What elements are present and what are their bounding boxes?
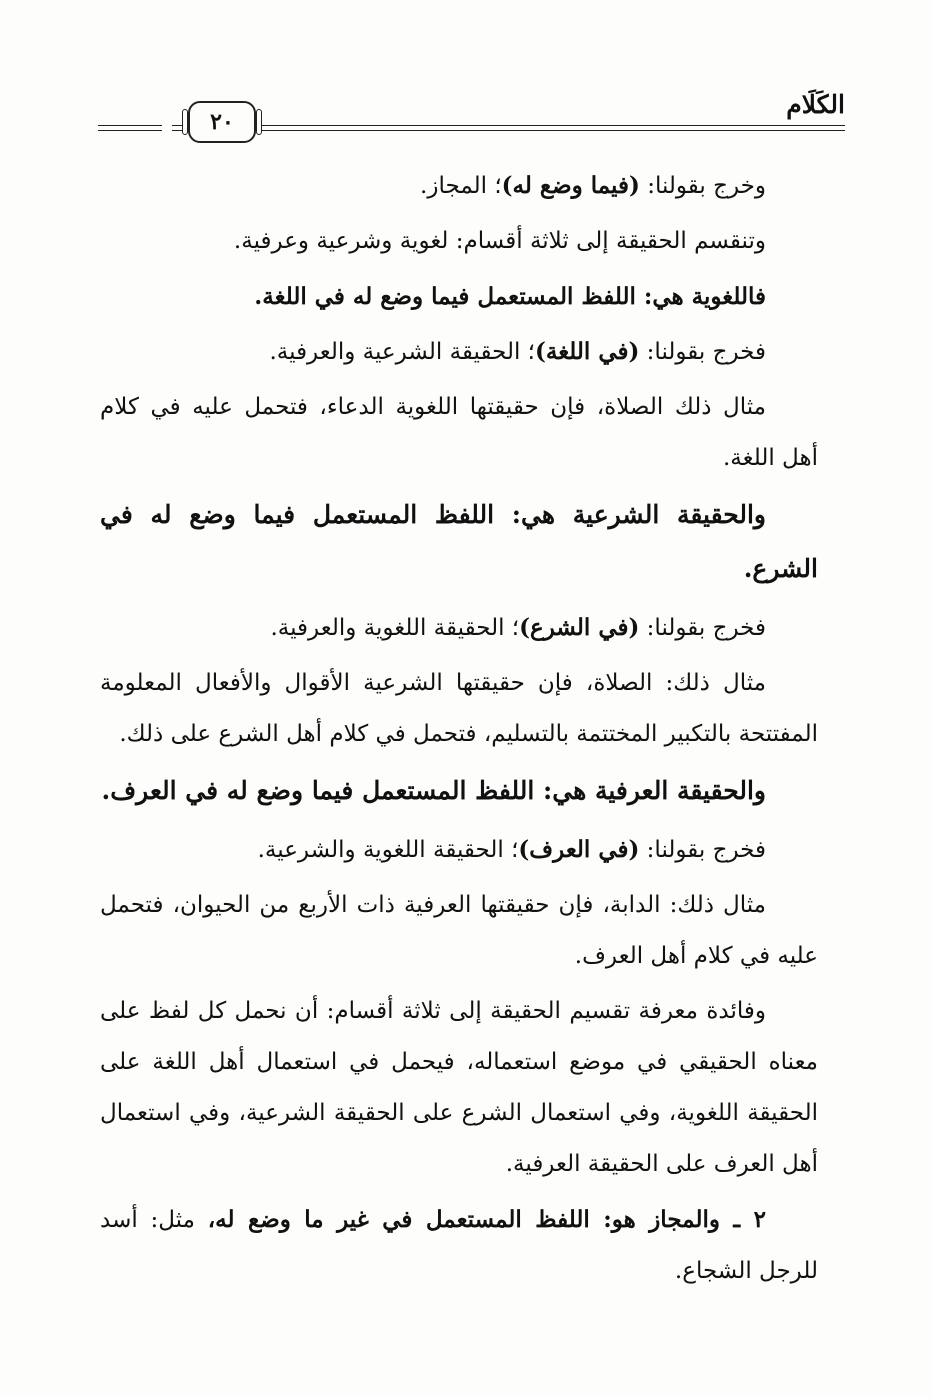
header-ornament-dash [90, 120, 172, 134]
chapter-title: الكَلَام [786, 90, 845, 119]
text-run: فخرج بقولنا: [639, 339, 766, 365]
bold-phrase: ٢ ـ والمجاز هو: اللفظ المستعمل في غير ما وضع له، [207, 1206, 766, 1233]
bold-phrase: (في اللغة) [534, 338, 640, 365]
page-number-frame [182, 98, 262, 146]
text-run: ؛ الحقيقة الشرعية والعرفية. [269, 339, 535, 365]
paragraph: مثال ذلك الصلاة، فإن حقيقتها اللغوية الدعاء، فتحمل عليه في كلام أهل اللغة. [100, 394, 818, 471]
definition-legal: والحقيقة الشرعية هي: اللفظ المستعمل فيما وضع له في الشرع. [100, 500, 818, 583]
page-number: ٢٠ [210, 109, 234, 135]
bold-phrase: (فيما وضع له) [501, 172, 640, 199]
paragraph [100, 1194, 818, 1297]
bold-phrase: (في الشرع) [519, 614, 640, 641]
paragraph: وفائدة معرفة تقسيم الحقيقة إلى ثلاثة أقسام: أن نحمل كل لفظ على معناه الحقيقي في موضع استعماله، فيحمل في استعمال أهل اللغة على الحقيقة اللغوية، وفي استعمال الشرع على الحقيقة الشرعية، وفي استعمال أهل العرف على الحقيقة العرفية. [100, 998, 818, 1177]
paragraph: مثال ذلك: الصلاة، فإن حقيقتها الشرعية الأقوال والأفعال المعلومة المفتتحة بالتكبير المختتمة بالتسليم، فتحمل في كلام أهل الشرع على ذلك. [100, 670, 818, 747]
text-run: ؛ الحقيقة اللغوية والعرفية. [270, 615, 520, 641]
page-body [100, 160, 818, 1301]
bold-phrase: (في العرف) [518, 836, 640, 863]
text-run: فخرج بقولنا: [639, 615, 766, 641]
paragraph: وتنقسم الحقيقة إلى ثلاثة أقسام: لغوية وشرعية وعرفية. [233, 228, 766, 254]
paragraph: مثال ذلك: الدابة، فإن حقيقتها العرفية ذات الأربع من الحيوان، فتحمل عليه في كلام أهل العرف. [100, 892, 818, 969]
definition-customary: والحقيقة العرفية هي: اللفظ المستعمل فيما وضع له في العرف. [101, 776, 766, 805]
text-run: ؛ الحقيقة اللغوية والشرعية. [257, 837, 519, 863]
text-run: مثل: أسد للرجل الشجاع. [100, 1207, 818, 1284]
text-run: ؛ المجاز. [420, 173, 502, 199]
page-header [90, 82, 845, 146]
paragraph [100, 602, 818, 654]
definition-linguistic: فاللغوية هي: اللفظ المستعمل فيما وضع له في اللغة. [254, 283, 766, 310]
text-run: فخرج بقولنا: [639, 837, 766, 863]
text-run: وخرج بقولنا: [639, 173, 766, 199]
paragraph [100, 824, 818, 876]
paragraph [100, 326, 818, 378]
paragraph [100, 160, 818, 212]
